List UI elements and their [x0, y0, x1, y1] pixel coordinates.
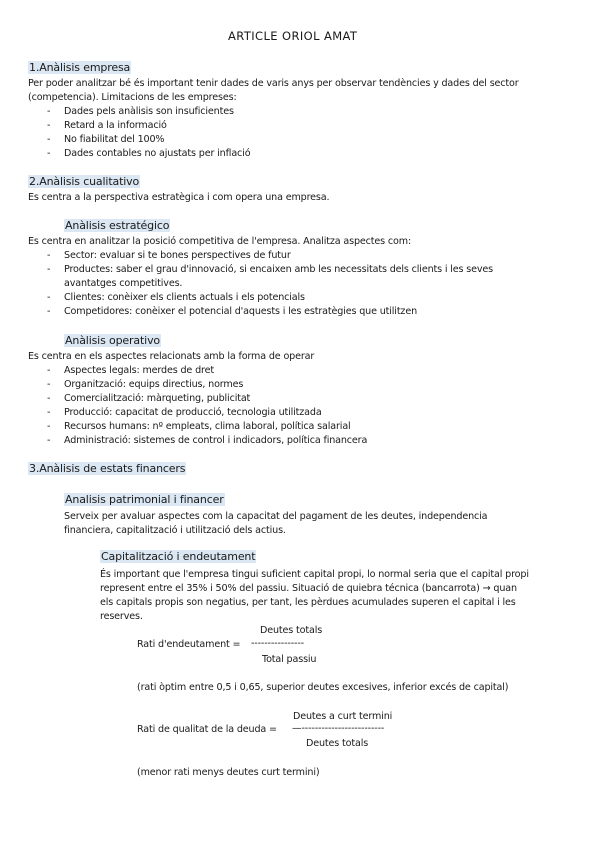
- list-item: Clientes: conèixer els clients actuals i els potencials: [64, 292, 305, 303]
- list-item: Dades contables no ajustats per inflació: [64, 148, 251, 159]
- paragraph-line: Per poder analitzar bé és important tenir dades de varis anys per observar tendències y dades del sector: [28, 78, 519, 89]
- ratio-2-numerator: Deutes a curt termini: [293, 711, 393, 722]
- ratio-2-label: Rati de qualitat de la deuda =: [137, 724, 277, 735]
- list-item: Administració: sistemes de control i indicadors, política financera: [64, 435, 368, 446]
- paragraph-line: reserves.: [100, 611, 143, 622]
- bullet-dash: -: [47, 292, 51, 303]
- paragraph-line: És important que l'empresa tingui suficient capital propi, lo normal seria que el capital propi: [100, 569, 529, 580]
- list-item: Competidores: conèixer el potencial d'aquests i les estratègies que utilitzen: [64, 306, 417, 317]
- bullet-dash: -: [47, 120, 51, 131]
- paragraph-line: Es centra a la perspectiva estratègica i com opera una empresa.: [28, 192, 330, 203]
- list-item: No fiabilitat del 100%: [64, 134, 165, 145]
- bullet-dash: -: [47, 250, 51, 261]
- section-2-heading: 2.Anàlisis cualitativo: [29, 175, 140, 188]
- paragraph-line: Es centra en els aspectes relacionats amb la forma de operar: [28, 351, 315, 362]
- ratio-1-numerator: Deutes totals: [260, 625, 323, 636]
- section-3-heading: 3.Anàlisis de estats financers: [29, 462, 186, 475]
- list-item: Producció: capacitat de producció, tecnologia utilitzada: [64, 407, 322, 418]
- ratio-2-denominator: Deutes totals: [306, 738, 369, 749]
- bullet-dash: -: [47, 393, 51, 404]
- list-item: Sector: evaluar si te bones perspectives de futur: [64, 250, 291, 261]
- paragraph-line: els capitals propis son negatius, per tant, les pèrdues acumulades superen el capital i les: [100, 597, 516, 608]
- list-item: Retard a la informació: [64, 120, 167, 131]
- paragraph-line: Serveix per avaluar aspectes com la capacitat del pagament de les deutes, independencia: [64, 511, 488, 522]
- list-item: Recursos humans: nº empleats, clima laboral, política salarial: [64, 421, 351, 432]
- section-1-heading: 1.Anàlisis empresa: [29, 61, 131, 74]
- list-item: Comercialització: màrqueting, publicitat: [64, 393, 251, 404]
- paragraph-line: Es centra en analitzar la posició competitiva de l'empresa. Analitza aspectes com:: [28, 236, 412, 247]
- subsection-capital-heading: Capitalització i endeutament: [101, 550, 256, 563]
- list-item: Organització: equips directius, normes: [64, 379, 244, 390]
- ratio-2-fraction-line: —-------------------------: [292, 723, 385, 734]
- list-item: Dades pels anàlisis son insuficientes: [64, 106, 234, 117]
- bullet-dash: -: [47, 306, 51, 317]
- subsection-operatiu-heading: Anàlisis operativo: [65, 334, 161, 347]
- bullet-dash: -: [47, 379, 51, 390]
- ratio-2-note: (menor rati menys deutes curt termini): [137, 767, 320, 778]
- subsection-estrategic-heading: Anàlisis estratégico: [65, 219, 170, 232]
- ratio-1-denominator: Total passiu: [262, 654, 317, 665]
- paragraph-line: financiera, capitalització i utilització dels actius.: [64, 525, 286, 536]
- list-item: Productes: saber el grau d'innovació, si encaixen amb les necessitats dels clients i les seves: [64, 264, 494, 275]
- bullet-dash: -: [47, 106, 51, 117]
- paragraph-line: (competencia). Limitacions de les empreses:: [28, 92, 237, 103]
- ratio-1-label: Rati d'endeutament =: [137, 639, 241, 650]
- bullet-dash: -: [47, 134, 51, 145]
- ratio-1-note: (rati òptim entre 0,5 i 0,65, superior deutes excesives, inferior excés de capital): [137, 682, 509, 693]
- subsection-patrimonial-heading: Analisis patrimonial i financer: [65, 493, 224, 506]
- document-title: ARTICLE ORIOL AMAT: [228, 29, 358, 43]
- bullet-dash: -: [47, 365, 51, 376]
- ratio-1-fraction-line: ----------------: [251, 638, 304, 649]
- bullet-dash: -: [47, 407, 51, 418]
- bullet-dash: -: [47, 264, 51, 275]
- list-item: Aspectes legals: merdes de dret: [64, 365, 214, 376]
- paragraph-line: represent entre el 35% i 50% del passiu. Situació de quiebra técnica (bancarrota) → quan: [100, 583, 517, 594]
- list-item-continuation: avantatges competitives.: [64, 278, 183, 289]
- bullet-dash: -: [47, 435, 51, 446]
- bullet-dash: -: [47, 421, 51, 432]
- bullet-dash: -: [47, 148, 51, 159]
